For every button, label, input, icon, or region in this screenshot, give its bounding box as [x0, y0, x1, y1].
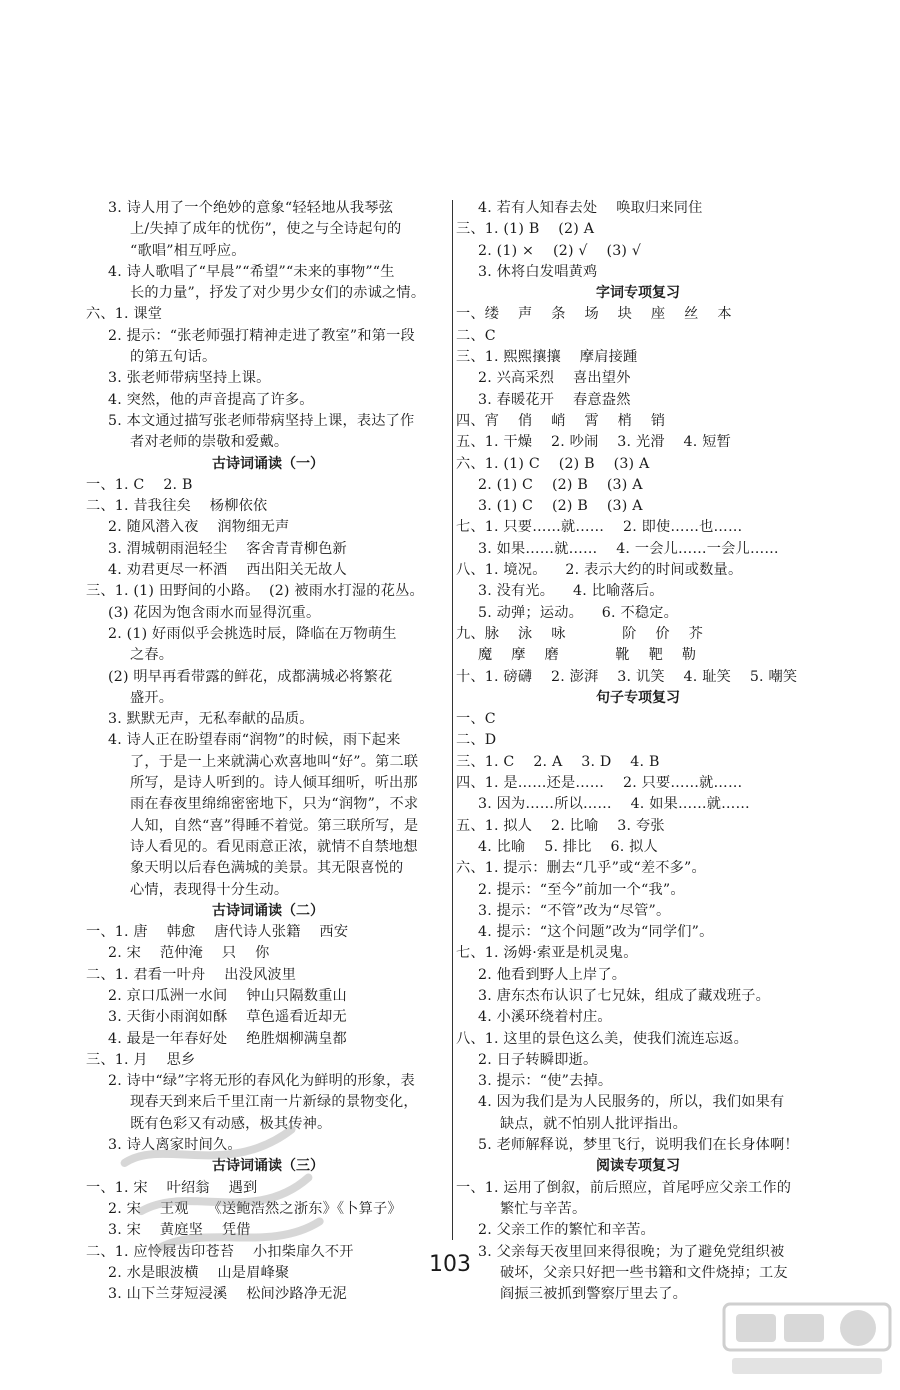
- answer-line: 3. 因为……所以…… 4. 如果……就……: [478, 796, 750, 813]
- answer-line: 二、1. 君看一叶舟 出没风波里: [86, 966, 297, 983]
- answer-line: 人知，自然“喜”得睡不着觉。第三联所写，是: [130, 817, 419, 834]
- answer-column-right: [456, 198, 820, 1305]
- answer-line: 心情，表现得十分生动。: [130, 881, 289, 898]
- answer-line: 三、1. C 2. A 3. D 4. B: [456, 753, 660, 770]
- answer-line: 2. 水是眼波横 山是眉峰聚: [108, 1264, 290, 1281]
- answer-line: 4. 若有人知春去处 唤取归来同住: [478, 200, 703, 216]
- answer-line: 一、1. 运用了倒叙，前后照应，首尾呼应父亲工作的: [456, 1179, 792, 1196]
- answer-line: “歌唱”相互呼应。: [130, 242, 246, 259]
- answer-line: 七、1. 只要……就…… 2. 即使……也……: [456, 519, 743, 536]
- section-heading: 古诗词诵读（二）: [212, 902, 324, 919]
- answer-line: 3. 诗人用了一个绝妙的意象“轻轻地从我琴弦: [108, 200, 394, 216]
- answer-line: 阎振三被抓到警察厅里去了。: [500, 1286, 688, 1303]
- answer-line: 2. 兴高采烈 喜出望外: [478, 370, 631, 387]
- answer-line: (2) 明早再看带露的鲜花，成都满城必将繁花: [108, 668, 393, 685]
- answer-line: 4. 比喻 5. 排比 6. 拟人: [478, 838, 658, 855]
- column-divider: [452, 200, 453, 1240]
- answer-line: 既有色彩又有动感，极其传神。: [130, 1115, 332, 1132]
- answer-line: 2. (1) C (2) B (3) A: [478, 476, 643, 493]
- answer-line: 3. (1) C (2) B (3) A: [478, 498, 643, 515]
- answer-line: 3. 诗人离家时间久。: [108, 1137, 242, 1154]
- answer-line: 2. 他看到野人上岸了。: [478, 966, 627, 983]
- answer-line: 2. 宋 范仲淹 只 你: [108, 945, 270, 962]
- site-watermark-logo: [722, 1300, 892, 1380]
- answer-line: 2. 日子转瞬即逝。: [478, 1051, 598, 1068]
- section-heading: 阅读专项复习: [596, 1158, 680, 1175]
- answer-line: 2. 诗中“绿”字将无形的春风化为鲜明的形象，表: [108, 1073, 415, 1090]
- section-heading: 古诗词诵读（一）: [212, 455, 324, 472]
- answer-line: 四、1. 是……还是…… 2. 只要……就……: [456, 775, 743, 792]
- answer-line: 上/失掉了成年的忧伤”，使之与全诗起句的: [130, 221, 402, 238]
- answer-line: 长的力量”，抒发了对少男少女们的赤诚之情。: [130, 285, 426, 302]
- answer-line: 5. 本文通过描写张老师带病坚持上课，表达了作: [108, 412, 415, 429]
- answer-line: 七、1. 汤姆·索亚是机灵鬼。: [456, 945, 638, 962]
- answer-line: 三、1. 熙熙攘攘 摩肩接踵: [456, 349, 638, 366]
- answer-line: 3. 宋 黄庭坚 凭借: [108, 1222, 251, 1239]
- answer-line: 4. 诗人歌唱了“早晨”“希望”“未来的事物”“生: [108, 263, 395, 280]
- answer-line: 4. 诗人正在盼望春雨“润物”的时候，雨下起来: [108, 732, 401, 749]
- section-heading: 字词专项复习: [596, 285, 680, 302]
- answer-line: 3. 春暖花开 春意盎然: [478, 391, 631, 408]
- answer-line: 3. 张老师带病坚持上课。: [108, 370, 271, 387]
- answer-line: 诗人看见的。看见雨意正浓，就情不自禁地想: [130, 838, 418, 855]
- answer-line: 了，于是一上来就满心欢喜地叫“好”。第二联: [130, 753, 419, 770]
- answer-line: 雨在春夜里绵绵密密地下，只为“润物”，不求: [130, 796, 419, 813]
- answer-line: 4. 因为我们是为人民服务的，所以，我们如果有: [478, 1094, 785, 1111]
- answer-line: 的第五句话。: [130, 349, 217, 366]
- answer-line: 六、1. 提示：删去“几乎”或“差不多”。: [456, 860, 706, 877]
- answer-line: 3. 休将白发唱黄鸡: [478, 263, 598, 280]
- answer-line: 九、脉 泳 咏 阶 价 芥: [456, 625, 703, 642]
- answer-line: 缺点，就不怕别人批评指出。: [500, 1115, 688, 1132]
- answer-line: 2. 父亲工作的繁忙和辛苦。: [478, 1222, 655, 1239]
- answer-line: (3) 花因为饱含雨水而显得沉重。: [108, 604, 321, 621]
- answer-line: 3. 父亲每天夜里回来得很晚；为了避免党组织被: [478, 1243, 785, 1260]
- answer-line: 3. 提示：“使”去掉。: [478, 1073, 613, 1090]
- answer-line: 4. 最是一年春好处 绝胜烟柳满皇都: [108, 1030, 347, 1047]
- answer-line: 二、1. 应怜屐齿印苍苔 小扣柴扉久不开: [86, 1243, 354, 1260]
- answer-line: 繁忙与辛苦。: [500, 1200, 587, 1217]
- answer-line: 现春天到来后千里江南一片新绿的景物变化，: [130, 1094, 418, 1111]
- answer-line: 5. 老师解释说，梦里飞行，说明我们在长身体啊！: [478, 1137, 799, 1154]
- answer-line: 4. 劝君更尽一杯酒 西出阳关无故人: [108, 562, 347, 579]
- answer-line: 六、1. (1) C (2) B (3) A: [456, 455, 650, 472]
- answer-line: 一、C: [456, 711, 496, 728]
- answer-line: 2. 京口瓜洲一水间 钟山只隔数重山: [108, 987, 347, 1004]
- answer-line: 三、1. (1) 田野间的小路。 (2) 被雨水打湿的花丛。: [86, 583, 424, 600]
- answer-line: 3. 如果……就…… 4. 一会儿……一会儿……: [478, 540, 779, 557]
- answer-line: 4. 突然，他的声音提高了许多。: [108, 391, 314, 408]
- answer-line: 五、1. 拟人 2. 比喻 3. 夸张: [456, 817, 665, 834]
- answer-line: 一、缕 声 条 场 块 座 丝 本: [456, 306, 732, 323]
- answer-line: 六、1. 课堂: [86, 306, 163, 323]
- answer-line: 四、宵 俏 峭 霄 梢 销: [456, 412, 666, 429]
- answer-line: 2. (1) 好雨似乎会挑选时辰，降临在万物萌生: [108, 625, 397, 642]
- answer-line: 2. 随风潜入夜 润物细无声: [108, 519, 290, 536]
- answer-line: 3. 山下兰芽短浸溪 松间沙路净无泥: [108, 1286, 347, 1303]
- answer-line: 八、1. 境况。 2. 表示大约的时间或数量。: [456, 562, 743, 579]
- answer-line: 5. 动弹；运动。 6. 不稳定。: [478, 604, 679, 621]
- answer-line: 一、1. C 2. B: [86, 476, 193, 493]
- answer-line: 五、1. 干燥 2. 吵闹 3. 光滑 4. 短暂: [456, 434, 731, 451]
- answer-line: 2. (1) × (2) √ (3) √: [478, 242, 642, 259]
- answer-line: 一、1. 宋 叶绍翁 遇到: [86, 1179, 258, 1196]
- answer-line: 3. 默默无声，无私奉献的品质。: [108, 711, 314, 728]
- answer-line: 破坏，父亲只好把一些书籍和文件烧掉；工友: [500, 1264, 788, 1281]
- answer-line: 之春。: [130, 647, 174, 664]
- answer-line: 十、1. 磅礴 2. 澎湃 3. 讥笑 4. 耻笑 5. 嘲笑: [456, 668, 798, 685]
- page-number: 103: [429, 1252, 471, 1277]
- answer-line: 二、1. 昔我往矣 杨柳依依: [86, 498, 268, 515]
- section-heading: 句子专项复习: [596, 689, 680, 706]
- answer-line: 三、1. (1) B (2) A: [456, 221, 595, 238]
- answer-line: 3. 唐东杰布认识了七兄妹，组成了藏戏班子。: [478, 987, 771, 1004]
- answer-line: 二、D: [456, 732, 497, 749]
- answer-line: 魔 摩 磨 靴 靶 勒: [478, 647, 697, 664]
- answer-line: 所写，是诗人听到的。诗人倾耳细听，听出那: [130, 775, 418, 792]
- answer-line: 2. 提示：“张老师强打精神走进了教室”和第一段: [108, 327, 415, 344]
- answer-line: 3. 天街小雨润如酥 草色遥看近却无: [108, 1009, 347, 1026]
- answer-line: 三、1. 月 思乡: [86, 1051, 196, 1068]
- answer-line: 盛开。: [130, 689, 174, 706]
- answer-line: 一、1. 唐 韩愈 唐代诗人张籍 西安: [86, 924, 349, 941]
- answer-line: 2. 提示：“至今”前加一个“我”。: [478, 881, 685, 898]
- answer-line: 者对老师的崇敬和爱戴。: [130, 434, 289, 451]
- answer-line: 二、C: [456, 327, 496, 344]
- answer-line: 八、1. 这里的景色这么美，使我们流连忘返。: [456, 1030, 749, 1047]
- answer-line: 3. 提示：“不管”改为“尽管”。: [478, 902, 671, 919]
- answer-line: 3. 渭城朝雨浥轻尘 客舍青青柳色新: [108, 540, 347, 557]
- section-heading: 古诗词诵读（三）: [212, 1158, 324, 1175]
- answer-line: 3. 没有光。 4. 比喻落后。: [478, 583, 664, 600]
- answer-line: 象天明以后春色满城的美景。其无限喜悦的: [130, 860, 404, 877]
- answer-line: 2. 宋 王观 《送鲍浩然之浙东》《卜算子》: [108, 1200, 402, 1217]
- answer-line: 4. 小溪环绕着村庄。: [478, 1009, 612, 1026]
- answer-line: 4. 提示：“这个问题”改为“同学们”。: [478, 924, 714, 941]
